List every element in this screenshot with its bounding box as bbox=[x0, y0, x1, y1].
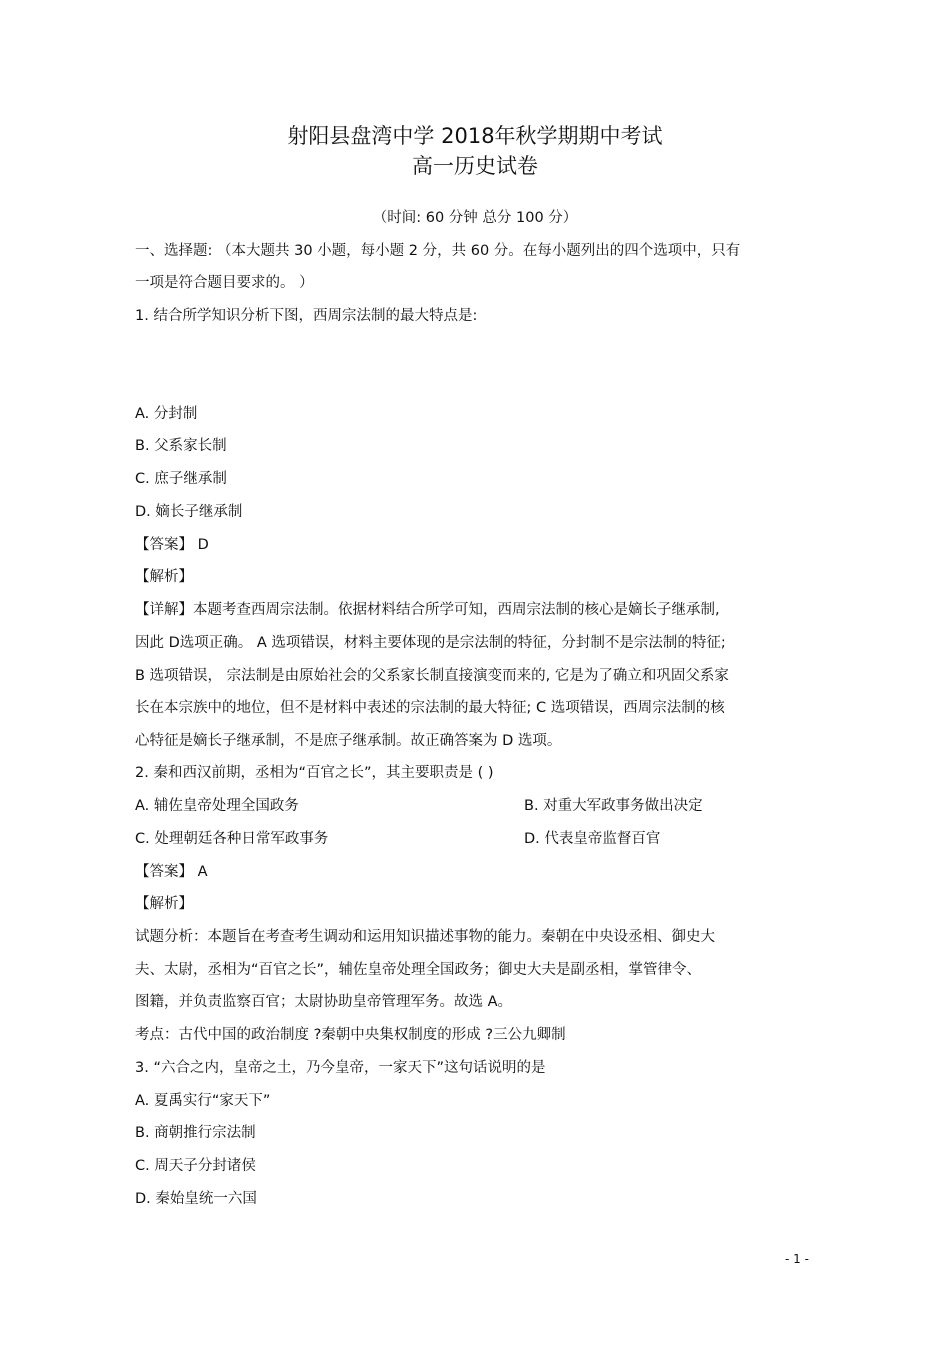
q2-detail-1: 试题分析：本题旨在考查考生调动和运用知识描述事物的能力。秦朝在中央设丞相、御史大 bbox=[135, 929, 715, 945]
q1-option-b: B. 父系家长制 bbox=[135, 438, 227, 454]
q2-option-d: D. 代表皇帝监督百官 bbox=[524, 831, 661, 847]
q2-answer: 【答案】 A bbox=[135, 864, 208, 880]
q3-stem: 3. “六合之内，皇帝之土，乃今皇帝，一家天下”这句话说明的是 bbox=[135, 1060, 546, 1076]
q3-option-a: A. 夏禹实行“家天下” bbox=[135, 1093, 271, 1109]
q2-option-c: C. 处理朝廷各种日常军政事务 bbox=[135, 831, 329, 847]
q1-stem: 1. 结合所学知识分析下图，西周宗法制的最大特点是: bbox=[135, 308, 478, 324]
q1-detail-1: 【详解】本题考查西周宗法制。依据材料结合所学可知，西周宗法制的核心是嫡长子继承制, bbox=[135, 602, 720, 618]
q3-option-c: C. 周天子分封诸侯 bbox=[135, 1158, 256, 1174]
exam-title: 射阳县盘湾中学 2018年秋学期期中考试 bbox=[287, 124, 663, 148]
q2-analysis-label: 【解析】 bbox=[135, 896, 193, 912]
q1-detail-4: 长在本宗族中的地位，但不是材料中表述的宗法制的最大特征; C 选项错误，西周宗法制的核 bbox=[135, 700, 725, 716]
q1-detail-5: 心特征是嫡长子继承制，不是庶子继承制。故正确答案为 D 选项。 bbox=[135, 733, 562, 749]
q1-option-c: C. 庶子继承制 bbox=[135, 471, 227, 487]
q1-detail-2: 因此 D选项正确。 A 选项错误，材料主要体现的是宗法制的特征，分封制不是宗法制的特征; bbox=[135, 635, 726, 651]
exam-subtitle: 高一历史试卷 bbox=[412, 154, 538, 178]
q1-option-a: A. 分封制 bbox=[135, 406, 198, 422]
q1-analysis-label: 【解析】 bbox=[135, 569, 193, 585]
q2-detail-4: 考点：古代中国的政治制度 ?秦朝中央集权制度的形成 ?三公九卿制 bbox=[135, 1027, 566, 1043]
section-instruction-1: 一、选择题: （本大题共 30 小题，每小题 2 分，共 60 分。在每小题列出的四个选项中，只有 bbox=[135, 243, 741, 259]
q1-detail-3: B 选项错误， 宗法制是由原始社会的父系家长制直接演变而来的, 它是为了确立和巩固父系家 bbox=[135, 668, 729, 684]
q1-option-d: D. 嫡长子继承制 bbox=[135, 504, 243, 520]
q2-detail-3: 图籍，并负责监察百官；太尉协助皇帝管理军务。故选 A。 bbox=[135, 994, 513, 1010]
q2-option-a: A. 辅佐皇帝处理全国政务 bbox=[135, 798, 299, 814]
q3-option-b: B. 商朝推行宗法制 bbox=[135, 1125, 256, 1141]
section-instruction-2: 一项是符合题目要求的。 ） bbox=[135, 275, 314, 291]
q3-option-d: D. 秦始皇统一六国 bbox=[135, 1191, 257, 1207]
time-info: （时间: 60 分钟 总分 100 分） bbox=[372, 210, 578, 226]
q2-stem: 2. 秦和西汉前期，丞相为“百官之长”，其主要职责是 ( ) bbox=[135, 765, 494, 781]
q1-answer: 【答案】 D bbox=[135, 537, 209, 553]
q2-detail-2: 夫、太尉，丞相为“百官之长”，辅佐皇帝处理全国政务；御史大夫是副丞相，掌管律令、 bbox=[135, 962, 702, 978]
page-number: - 1 - bbox=[785, 1252, 809, 1266]
q2-option-b: B. 对重大军政事务做出决定 bbox=[524, 798, 703, 814]
